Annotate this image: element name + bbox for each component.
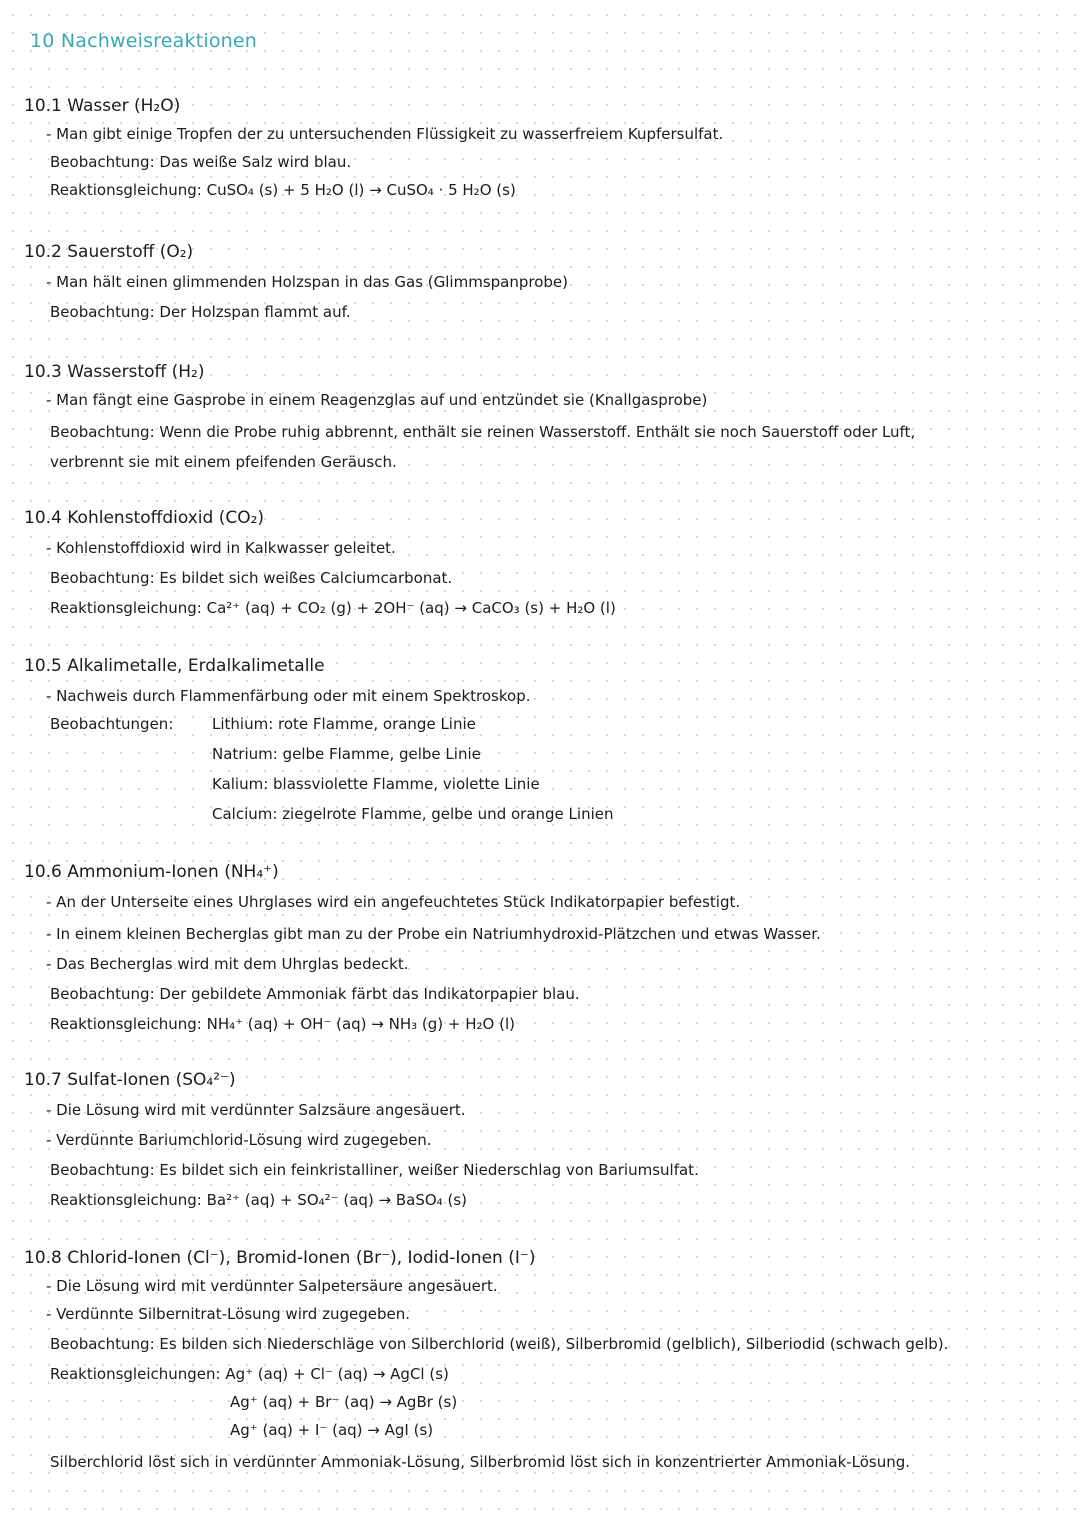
equation-line: Reaktionsgleichungen: Ag⁺ (aq) + Cl⁻ (aq) → AgCl (s) bbox=[50, 1365, 449, 1383]
section-heading: 10.1 Wasser (H₂O) bbox=[24, 96, 181, 116]
observation-line: Beobachtung: Es bildet sich weißes Calciumcarbonat. bbox=[50, 569, 453, 587]
equation-line: Reaktionsgleichung: Ca²⁺ (aq) + CO₂ (g) + 2OH⁻ (aq) → CaCO₃ (s) + H₂O (l) bbox=[50, 599, 616, 617]
observation-label: Beobachtungen: bbox=[50, 715, 174, 733]
section-heading: 10.4 Kohlenstoffdioxid (CO₂) bbox=[24, 508, 265, 528]
text-line: - Nachweis durch Flammenfärbung oder mit einem Spektroskop. bbox=[46, 687, 531, 705]
flame-color-natrium: Natrium: gelbe Flamme, gelbe Linie bbox=[212, 745, 481, 763]
text-line: - Die Lösung wird mit verdünnter Salzsäure angesäuert. bbox=[46, 1101, 466, 1119]
observation-line: Beobachtung: Es bilden sich Niederschläge von Silberchlorid (weiß), Silberbromid (gelblich), Silberiodid (schwach gelb). bbox=[50, 1335, 949, 1353]
equation-line: Ag⁺ (aq) + I⁻ (aq) → AgI (s) bbox=[230, 1421, 434, 1439]
text-line: - Kohlenstoffdioxid wird in Kalkwasser geleitet. bbox=[46, 539, 396, 557]
observation-line: Beobachtung: Wenn die Probe ruhig abbrennt, enthält sie reinen Wasserstoff. Enthält sie noch Sauerstoff oder Luft, bbox=[50, 423, 916, 441]
text-line: - Man fängt eine Gasprobe in einem Reagenzglas auf und entzündet sie (Knallgasprobe) bbox=[46, 391, 708, 409]
observation-line: Beobachtung: Es bildet sich ein feinkristalliner, weißer Niederschlag von Bariumsulfat. bbox=[50, 1161, 699, 1179]
section-heading: 10.3 Wasserstoff (H₂) bbox=[24, 362, 205, 382]
observation-line: Beobachtung: Der gebildete Ammoniak färbt das Indikatorpapier blau. bbox=[50, 985, 580, 1003]
section-heading: 10.5 Alkalimetalle, Erdalkalimetalle bbox=[24, 656, 325, 676]
flame-color-kalium: Kalium: blassviolette Flamme, violette Linie bbox=[212, 775, 540, 793]
observation-line: Beobachtung: Das weiße Salz wird blau. bbox=[50, 153, 352, 171]
text-line: Silberchlorid löst sich in verdünnter Ammoniak-Lösung, Silberbromid löst sich in konzentrierter Ammoniak-Lösung. bbox=[50, 1453, 911, 1471]
text-line: - Man gibt einige Tropfen der zu untersuchenden Flüssigkeit zu wasserfreiem Kupfersulfat. bbox=[46, 125, 724, 143]
text-line: - Man hält einen glimmenden Holzspan in das Gas (Glimmspanprobe) bbox=[46, 273, 568, 291]
equation-line: Reaktionsgleichung: CuSO₄ (s) + 5 H₂O (l) → CuSO₄ · 5 H₂O (s) bbox=[50, 181, 516, 199]
section-heading: 10.2 Sauerstoff (O₂) bbox=[24, 242, 194, 262]
equation-line: Reaktionsgleichung: Ba²⁺ (aq) + SO₄²⁻ (aq) → BaSO₄ (s) bbox=[50, 1191, 467, 1209]
section-heading: 10.7 Sulfat-Ionen (SO₄²⁻) bbox=[24, 1070, 236, 1090]
text-line: - Die Lösung wird mit verdünnter Salpetersäure angesäuert. bbox=[46, 1277, 498, 1295]
text-line: - Das Becherglas wird mit dem Uhrglas bedeckt. bbox=[46, 955, 409, 973]
equation-line: Reaktionsgleichung: NH₄⁺ (aq) + OH⁻ (aq) → NH₃ (g) + H₂O (l) bbox=[50, 1015, 515, 1033]
section-heading: 10.6 Ammonium-Ionen (NH₄⁺) bbox=[24, 862, 279, 882]
equation-line: Ag⁺ (aq) + Br⁻ (aq) → AgBr (s) bbox=[230, 1393, 458, 1411]
observation-line: Beobachtung: Der Holzspan flammt auf. bbox=[50, 303, 351, 321]
text-line: - In einem kleinen Becherglas gibt man zu der Probe ein Natriumhydroxid-Plätzchen und etwas Wasser. bbox=[46, 925, 821, 943]
text-line: - Verdünnte Silbernitrat-Lösung wird zugegeben. bbox=[46, 1305, 410, 1323]
text-line: - Verdünnte Bariumchlorid-Lösung wird zugegeben. bbox=[46, 1131, 432, 1149]
observation-line: verbrennt sie mit einem pfeifenden Geräusch. bbox=[50, 453, 397, 471]
text-line: - An der Unterseite eines Uhrglases wird ein angefeuchtetes Stück Indikatorpapier befestigt. bbox=[46, 893, 741, 911]
section-heading: 10.8 Chlorid-Ionen (Cl⁻), Bromid-Ionen (Br⁻), Iodid-Ionen (I⁻) bbox=[24, 1248, 536, 1268]
page-title: 10 Nachweisreaktionen bbox=[30, 30, 258, 52]
flame-color-lithium: Lithium: rote Flamme, orange Linie bbox=[212, 715, 476, 733]
flame-color-calcium: Calcium: ziegelrote Flamme, gelbe und orange Linien bbox=[212, 805, 614, 823]
